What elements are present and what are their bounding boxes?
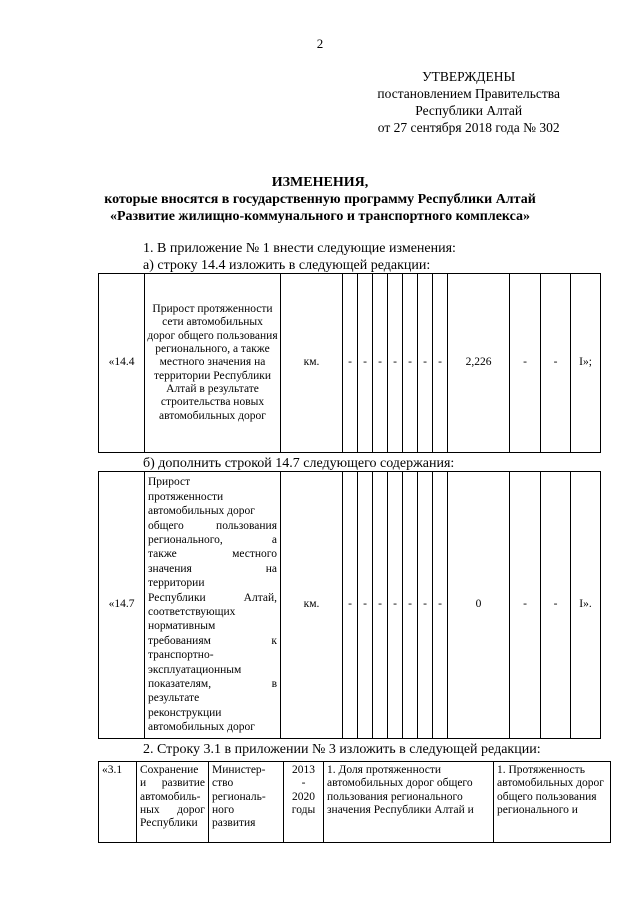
target-value: 2,226 bbox=[448, 274, 510, 453]
approval-line-4: от 27 сентября 2018 года № 302 bbox=[377, 120, 560, 135]
target-value: 0 bbox=[448, 472, 510, 739]
period-line: 2020 bbox=[292, 790, 315, 803]
desc-line: территории bbox=[148, 577, 205, 590]
year-value: - bbox=[403, 472, 418, 739]
year-value: - bbox=[541, 274, 571, 453]
desc-line: соответствующих bbox=[148, 606, 236, 618]
indicator-2: 1. Протяженность автомобильных дорог общего пользования регионального и bbox=[494, 762, 611, 843]
approval-line-2: постановлением Правительства bbox=[377, 86, 560, 101]
title-line-3: «Развитие жилищно-коммунального и транспортного комплекса» bbox=[109, 209, 531, 224]
document-title bbox=[0, 174, 640, 225]
year-value: - bbox=[373, 472, 388, 739]
paragraph-1b: б) дополнить строкой 14.7 следующего содержания: bbox=[143, 456, 455, 471]
desc-line: регионального, а bbox=[148, 533, 277, 546]
approval-block bbox=[377, 68, 560, 136]
year-value: - bbox=[388, 472, 403, 739]
period-line: - bbox=[301, 777, 306, 790]
desc-line: эксплуатационным bbox=[148, 663, 242, 676]
period-line: годы bbox=[291, 803, 316, 816]
year-value: - bbox=[358, 472, 373, 739]
approval-line-3: Республики Алтай bbox=[415, 103, 523, 118]
desc-line: транспортно- bbox=[148, 649, 214, 662]
desc-line: автомобильных дорог bbox=[148, 505, 255, 518]
desc-line: протяженности bbox=[148, 490, 224, 503]
year-value: - bbox=[403, 274, 418, 453]
desc-line: также местного bbox=[148, 548, 277, 561]
title-line-1: ИЗМЕНЕНИЯ, bbox=[271, 175, 369, 190]
approval-line-1: УТВЕРЖДЕНЫ bbox=[422, 69, 516, 84]
indicator-1: 1. Доля протяженности автомобильных дорог общего пользования регионального значения Республики Алтай и bbox=[324, 762, 494, 843]
program-code: I». bbox=[571, 472, 601, 739]
table-row-14-7 bbox=[98, 471, 601, 739]
year-value: - bbox=[373, 274, 388, 453]
year-value: - bbox=[388, 274, 403, 453]
paragraph-2: 2. Строку 3.1 в приложении № 3 изложить в следующей редакции: bbox=[143, 742, 541, 757]
desc-line: автомобильных дорог bbox=[148, 721, 255, 734]
table-row-14-4 bbox=[98, 273, 601, 453]
paragraph-1a: а) строку 14.4 изложить в следующей редакции: bbox=[143, 258, 431, 273]
year-value: - bbox=[418, 472, 433, 739]
year-value: - bbox=[510, 472, 541, 739]
unit: км. bbox=[281, 472, 343, 739]
desc-line: Прирост bbox=[148, 476, 191, 489]
table-row-3-1 bbox=[98, 761, 611, 843]
unit: км. bbox=[281, 274, 343, 453]
desc-line: значения на bbox=[148, 562, 277, 575]
row-number: «14.7 bbox=[99, 472, 145, 739]
desc-line: показателям, в bbox=[148, 678, 277, 691]
desc-line: реконструкции bbox=[148, 706, 222, 719]
year-value: - bbox=[343, 472, 358, 739]
indicator-description: Прирост протяженности сети автомобильных дорог общего пользования регионального, а также местного значения на территории Республики Алтай в результате строительства новых автомобильных дорог bbox=[145, 274, 281, 453]
year-value: - bbox=[510, 274, 541, 453]
executor: Министер-ство региональ-ного развития bbox=[209, 762, 284, 843]
year-value: - bbox=[418, 274, 433, 453]
desc-line: требованиям к bbox=[148, 634, 277, 647]
year-value: - bbox=[433, 472, 448, 739]
paragraph-1: 1. В приложение № 1 внести следующие изменения: bbox=[143, 241, 456, 256]
program-code: I»; bbox=[571, 274, 601, 453]
period-line: 2013 bbox=[292, 764, 315, 776]
indicator-description bbox=[145, 472, 281, 739]
year-value: - bbox=[358, 274, 373, 453]
period bbox=[284, 762, 324, 843]
year-value: - bbox=[433, 274, 448, 453]
title-line-2: которые вносятся в государственную программу Республики Алтай bbox=[104, 192, 536, 207]
year-value: - bbox=[541, 472, 571, 739]
page-number: 2 bbox=[316, 36, 324, 51]
desc-line: результате bbox=[148, 692, 200, 705]
task-name: Сохранение и развитие автомобиль-ных дорог Республики bbox=[137, 762, 209, 843]
year-value: - bbox=[343, 274, 358, 453]
row-number: «3.1 bbox=[99, 762, 137, 843]
desc-line: общего пользования bbox=[148, 519, 277, 532]
row-number: «14.4 bbox=[99, 274, 145, 453]
desc-line: нормативным bbox=[148, 620, 216, 633]
desc-line: Республики Алтай, bbox=[148, 591, 277, 604]
